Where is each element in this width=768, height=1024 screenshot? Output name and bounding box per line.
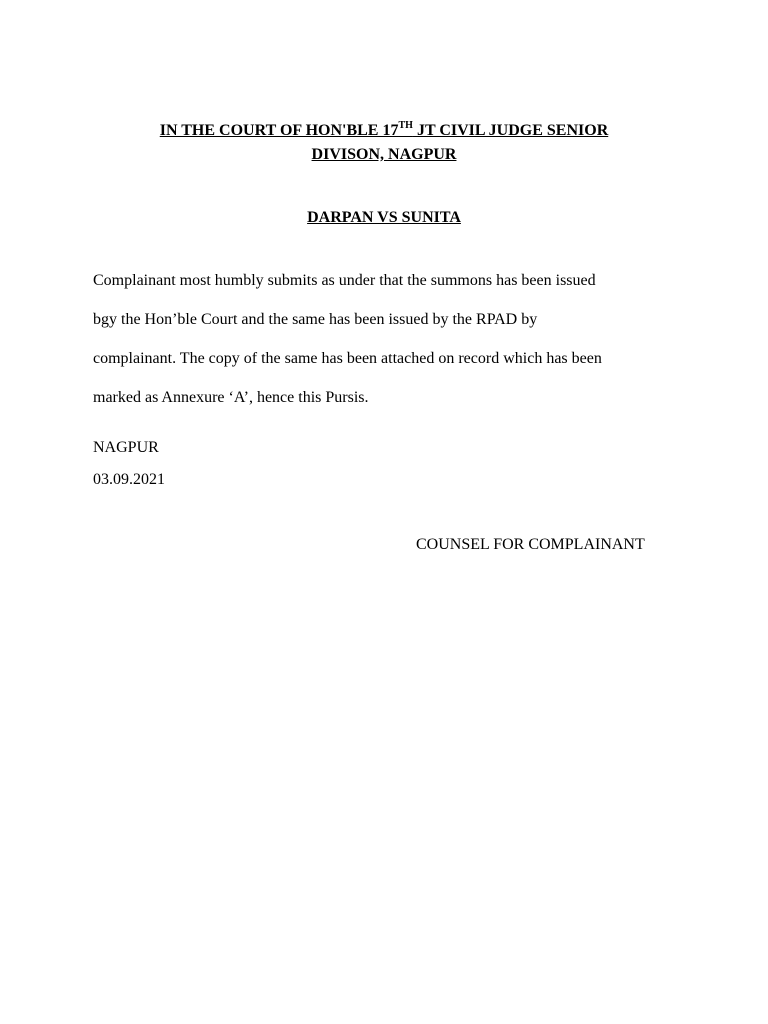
place: NAGPUR [93,439,159,456]
court-heading-suffix: JT CIVIL JUDGE SENIOR [412,122,609,139]
signature-line: COUNSEL FOR COMPLAINANT [416,536,645,553]
body-line: Complainant most humbly submits as under that the summons has been issued [93,272,596,289]
body-line: bgy the Hon’ble Court and the same has been issued by the RPAD by [93,311,538,328]
court-heading-line-2: DIVISON, NAGPUR [311,146,457,163]
court-heading-superscript: TH [398,120,413,131]
body-line: complainant. The copy of the same has been attached on record which has been [93,350,602,367]
court-heading-prefix: IN THE COURT OF HON'BLE 17 [159,122,399,139]
body-paragraph [93,269,703,425]
body-line: marked as Annexure ‘A’, hence this Pursis. [93,389,369,406]
court-heading-line-1 [80,119,688,143]
case-title: DARPAN VS SUNITA [307,209,461,226]
date: 03.09.2021 [93,471,165,488]
